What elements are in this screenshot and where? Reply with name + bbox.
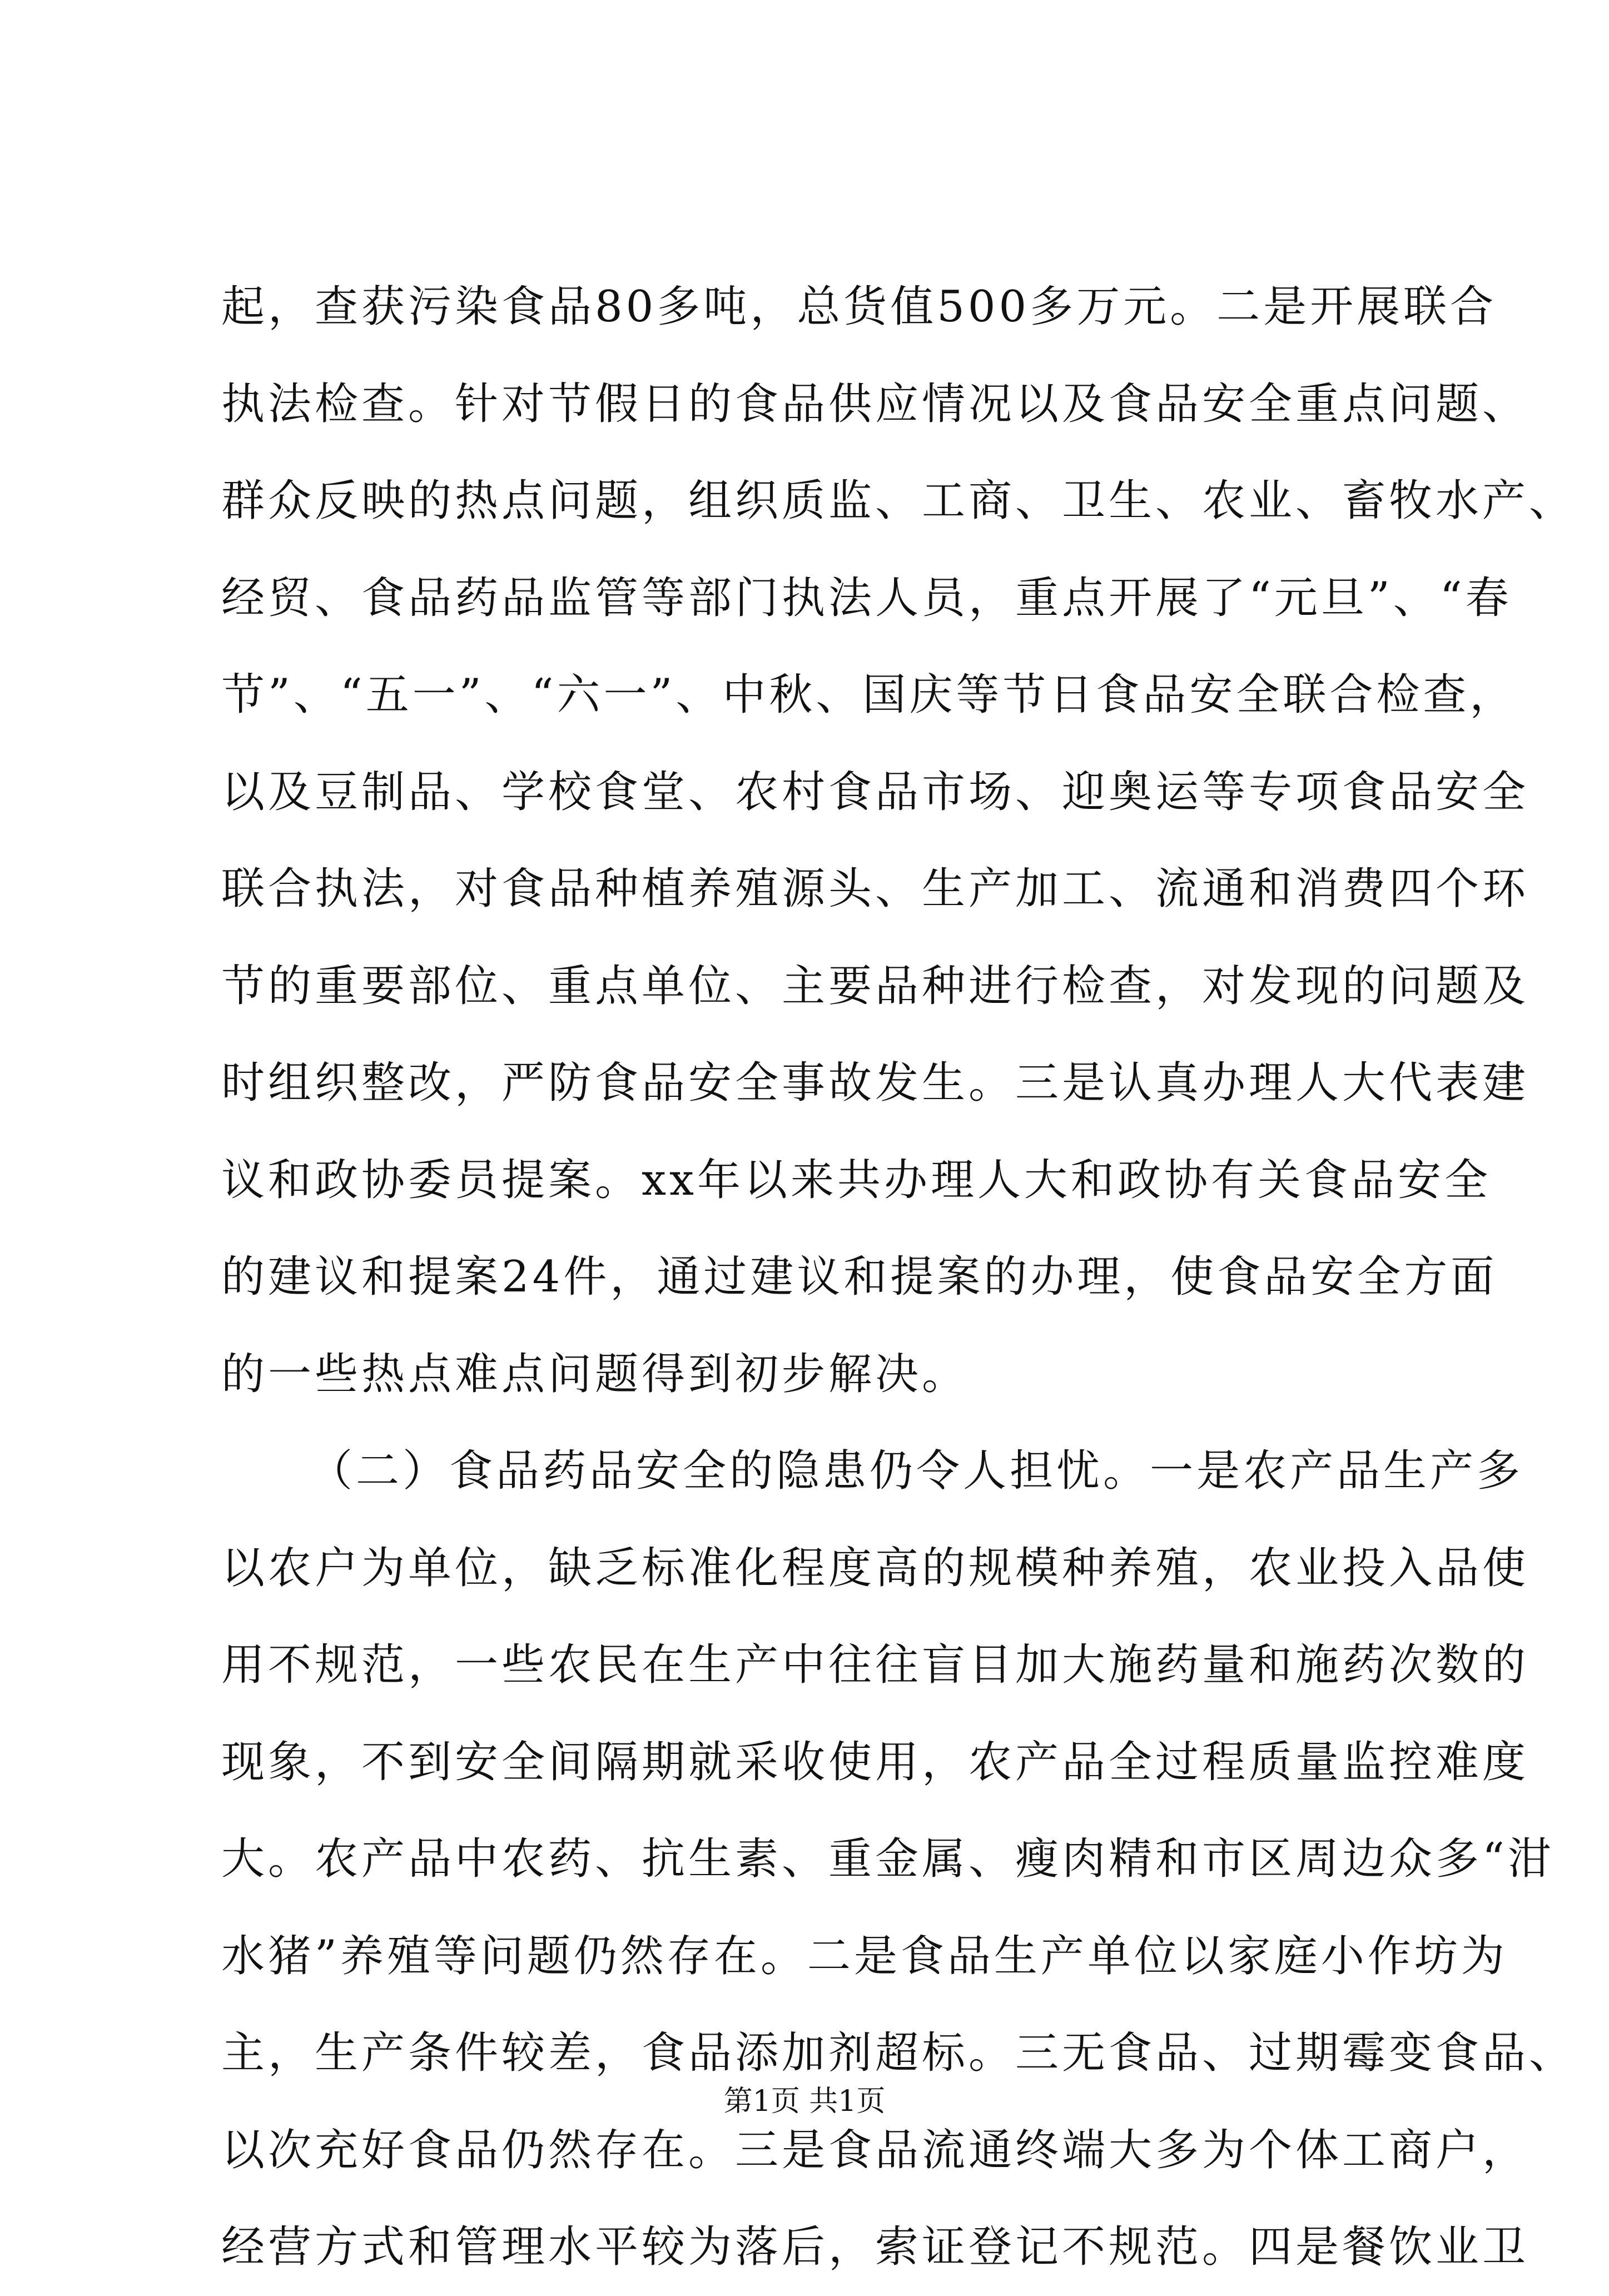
page-footer: 第1页 共1页 [723,2085,886,2118]
text-line: 经营方式和管理水平较为落后，索证登记不规范。四是餐饮业卫 [221,2222,1529,2272]
text-line: 的建议和提案24件，通过建议和提案的办理，使食品安全方面 [221,1252,1498,1302]
text-line: 主，生产条件较差，食品添加剂超标。三无食品、过期霉变食品、 [221,2028,1576,2078]
text-line: 执法检查。针对节假日的食品供应情况以及食品安全重点问题、 [221,379,1529,429]
text-line: 现象，不到安全间隔期就采收使用，农产品全过程质量监控难度 [221,1737,1529,1787]
text-line: 节”、“五一”、“六一”、中秋、国庆等节日食品安全联合检查， [221,670,1517,720]
text-line: 大。农产品中农药、抗生素、重金属、瘦肉精和市区周边众多“泔 [221,1834,1555,1884]
text-line: 水猪”养殖等问题仍然存在。二是食品生产单位以家庭小作坊为 [221,1931,1508,1981]
text-line: 以次充好食品仍然存在。三是食品流通终端大多为个体工商户， [221,2125,1529,2175]
text-line: 用不规范，一些农民在生产中往往盲目加大施药量和施药次数的 [221,1640,1529,1690]
text-line: 议和政协委员提案。xx年以来共办理人大和政协有关食品安全 [221,1155,1491,1205]
text-line: 经贸、食品药品监管等部门执法人员，重点开展了“元旦”、“春 [221,573,1512,623]
text-line: 以农户为单位，缺乏标准化程度高的规模种养殖，农业投入品使 [221,1543,1529,1593]
text-line: 起，查获污染食品80多吨，总货值500多万元。二是开展联合 [221,282,1497,332]
body-text [221,259,1576,2296]
section-heading-line: （二）食品药品安全的隐患仍令人担忧。一是农产品生产多 [309,1446,1524,1496]
text-line: 群众反映的热点问题，组织质监、工商、卫生、农业、畜牧水产、 [221,476,1576,526]
text-line: 联合执法，对食品种植养殖源头、生产加工、流通和消费四个环 [221,864,1529,914]
text-line: 时组织整改，严防食品安全事故发生。三是认真办理人大代表建 [221,1058,1529,1108]
text-line: 节的重要部位、重点单位、主要品种进行检查，对发现的问题及 [221,961,1529,1011]
text-line: 的一些热点难点问题得到初步解决。 [221,1349,969,1399]
text-line: 以及豆制品、学校食堂、农村食品市场、迎奥运等专项食品安全 [221,767,1529,817]
